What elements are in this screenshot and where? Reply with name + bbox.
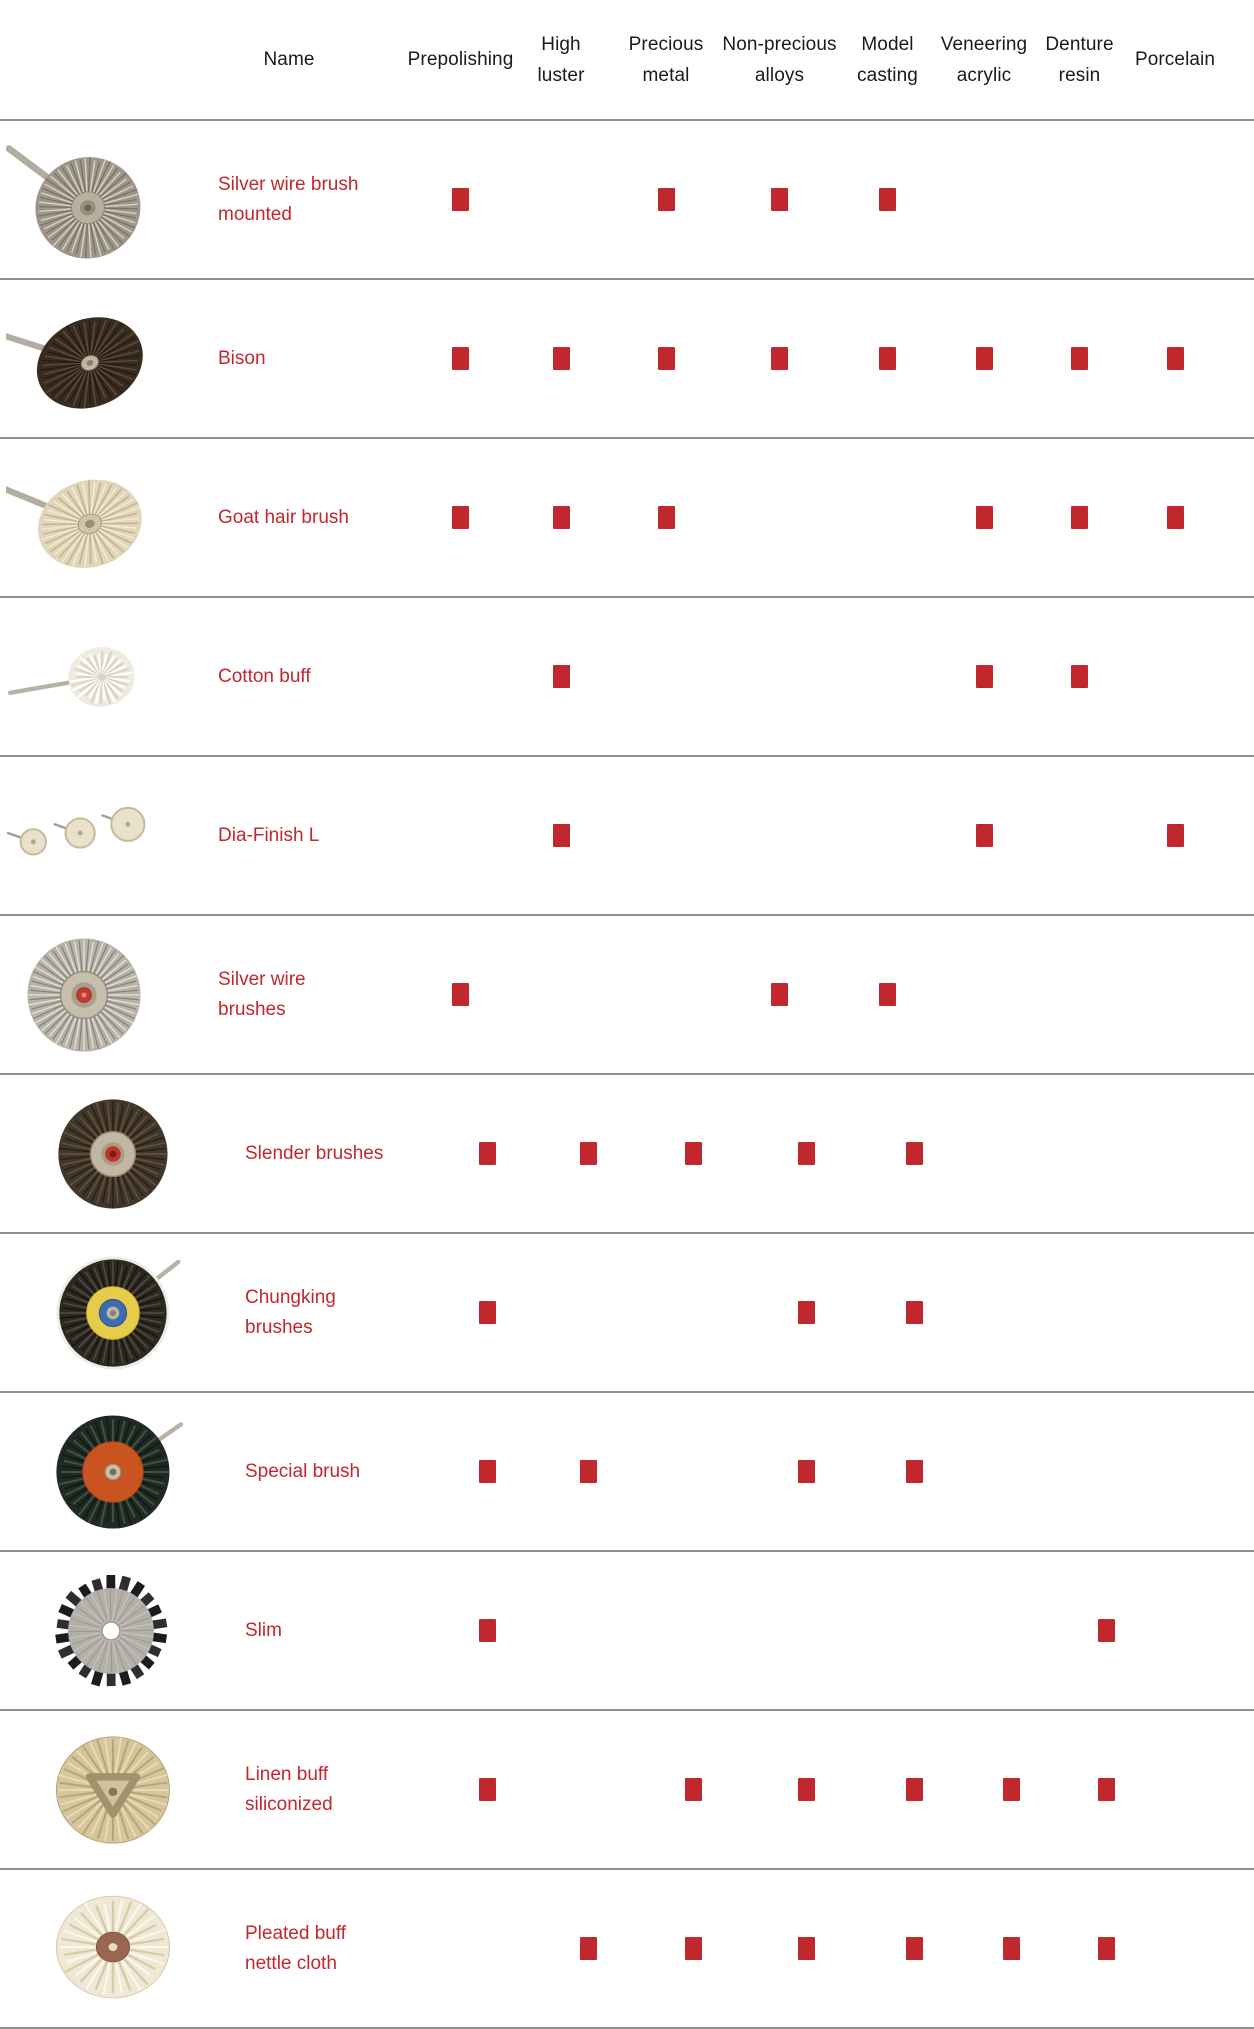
- application-marker-icon: [553, 506, 570, 529]
- application-cell-porcelain: [1155, 1711, 1249, 1868]
- product-name-line: Linen buff: [245, 1763, 329, 1785]
- linen-buff-siliconized-photo: [33, 1712, 189, 1868]
- application-cell-precious_metal: [611, 121, 721, 278]
- application-marker-icon: [452, 983, 469, 1006]
- product-name-line: Slim: [245, 1619, 282, 1641]
- application-cell-veneering_acrylic: [937, 916, 1031, 1073]
- table-row: [0, 1711, 1254, 1870]
- application-cell-denture_resin: [1058, 1075, 1155, 1232]
- product-image-cell: [0, 916, 168, 1073]
- application-marker-icon: [976, 665, 993, 688]
- application-cell-prepolishing: [410, 757, 511, 914]
- product-name: [195, 1283, 437, 1343]
- pleated-buff-nettle-cloth-photo: [33, 1871, 189, 2027]
- product-image-cell: [27, 1393, 195, 1550]
- application-marker-icon: [1071, 347, 1088, 370]
- column-header-name: [263, 44, 314, 75]
- application-cell-veneering_acrylic: [937, 280, 1031, 437]
- product-name-line: Slender brushes: [245, 1142, 384, 1164]
- product-name: [195, 1760, 437, 1820]
- product-name: [168, 965, 410, 1025]
- chungking-brushes-photo: [33, 1235, 189, 1391]
- application-cell-high_luster: [511, 916, 611, 1073]
- application-cell-high_luster: [511, 439, 611, 596]
- application-cell-prepolishing: [437, 1393, 538, 1550]
- table-row-content: [27, 1870, 1254, 2027]
- product-image-cell: [27, 1552, 195, 1709]
- application-cell-prepolishing: [410, 121, 511, 278]
- application-cell-veneering_acrylic: [937, 757, 1031, 914]
- application-cell-high_luster: [511, 598, 611, 755]
- application-cell-prepolishing: [437, 1552, 538, 1709]
- slim-brush-photo: [33, 1553, 189, 1709]
- application-marker-icon: [658, 506, 675, 529]
- application-cell-high_luster: [538, 1711, 638, 1868]
- application-cell-denture_resin: [1031, 598, 1128, 755]
- column-header-line: resin: [1058, 64, 1101, 86]
- application-cell-denture_resin: [1058, 1234, 1155, 1391]
- column-header-line: Porcelain: [1134, 49, 1216, 70]
- product-name-line: Goat hair brush: [218, 506, 349, 528]
- application-cell-porcelain: [1155, 1393, 1249, 1550]
- table-row-content: [0, 916, 1254, 1073]
- table-row: [0, 439, 1254, 598]
- application-marker-icon: [580, 1142, 597, 1165]
- application-cell-prepolishing: [410, 598, 511, 755]
- application-marker-icon: [479, 1301, 496, 1324]
- table-row: [0, 1393, 1254, 1552]
- application-cell-veneering_acrylic: [937, 598, 1031, 755]
- column-header-line: Prepolishing: [407, 49, 514, 70]
- column-header-line: Veneering: [940, 33, 1028, 55]
- table-body: [0, 121, 1254, 2029]
- table-row-content: [0, 598, 1254, 755]
- column-header-precious_metal: [629, 29, 704, 91]
- product-name: [168, 503, 410, 533]
- application-cell-denture_resin: [1031, 439, 1128, 596]
- application-cell-precious_metal: [638, 1393, 748, 1550]
- application-cell-denture_resin: [1031, 280, 1128, 437]
- table-row: [0, 280, 1254, 439]
- application-cell-prepolishing: [437, 1711, 538, 1868]
- product-name: [168, 344, 410, 374]
- application-cell-prepolishing: [410, 280, 511, 437]
- application-cell-veneering_acrylic: [964, 1234, 1058, 1391]
- application-cell-model_casting: [838, 439, 937, 596]
- application-cell-prepolishing: [410, 439, 511, 596]
- application-marker-icon: [553, 665, 570, 688]
- application-cell-porcelain: [1155, 1234, 1249, 1391]
- application-marker-icon: [479, 1142, 496, 1165]
- product-name-line: brushes: [218, 998, 286, 1020]
- application-marker-icon: [798, 1778, 815, 1801]
- application-cell-non_precious_alloys: [748, 1393, 865, 1550]
- application-marker-icon: [906, 1301, 923, 1324]
- application-cell-non_precious_alloys: [721, 280, 838, 437]
- application-cell-model_casting: [865, 1870, 964, 2027]
- product-name: [168, 662, 410, 692]
- application-marker-icon: [976, 506, 993, 529]
- cotton-buff-photo: [6, 599, 162, 755]
- table-header: [0, 0, 1254, 121]
- application-cell-prepolishing: [410, 916, 511, 1073]
- product-image-cell: [27, 1234, 195, 1391]
- column-header-line: Model: [861, 33, 914, 55]
- application-cell-non_precious_alloys: [748, 1552, 865, 1709]
- column-header-line: metal: [642, 64, 690, 86]
- product-name-line: Dia-Finish L: [218, 824, 320, 846]
- application-marker-icon: [906, 1937, 923, 1960]
- application-marker-icon: [479, 1778, 496, 1801]
- product-name-line: Silver wire: [218, 968, 306, 990]
- application-cell-high_luster: [538, 1075, 638, 1232]
- application-marker-icon: [479, 1460, 496, 1483]
- application-marker-icon: [685, 1937, 702, 1960]
- application-cell-non_precious_alloys: [748, 1075, 865, 1232]
- application-cell-veneering_acrylic: [964, 1870, 1058, 2027]
- table-row-content: [0, 757, 1254, 914]
- application-cell-model_casting: [838, 757, 937, 914]
- application-cell-non_precious_alloys: [721, 757, 838, 914]
- product-name: [195, 1616, 437, 1646]
- application-cell-model_casting: [865, 1711, 964, 1868]
- application-cell-model_casting: [838, 916, 937, 1073]
- application-marker-icon: [1167, 824, 1184, 847]
- product-name-line: Chungking: [245, 1286, 336, 1308]
- application-cell-non_precious_alloys: [721, 439, 838, 596]
- application-marker-icon: [1003, 1937, 1020, 1960]
- column-header-line: acrylic: [956, 64, 1012, 86]
- column-header-line: Denture: [1045, 33, 1114, 55]
- application-marker-icon: [879, 188, 896, 211]
- application-cell-precious_metal: [611, 439, 721, 596]
- application-marker-icon: [798, 1937, 815, 1960]
- application-marker-icon: [906, 1778, 923, 1801]
- application-cell-model_casting: [838, 280, 937, 437]
- application-marker-icon: [976, 824, 993, 847]
- application-marker-icon: [798, 1460, 815, 1483]
- table-row: [0, 1870, 1254, 2029]
- application-marker-icon: [658, 347, 675, 370]
- application-cell-high_luster: [538, 1393, 638, 1550]
- application-cell-non_precious_alloys: [748, 1234, 865, 1391]
- application-marker-icon: [771, 188, 788, 211]
- application-marker-icon: [798, 1301, 815, 1324]
- table-row-content: [27, 1393, 1254, 1550]
- application-cell-non_precious_alloys: [721, 598, 838, 755]
- application-cell-porcelain: [1155, 1552, 1249, 1709]
- product-name-line: mounted: [218, 203, 292, 225]
- application-marker-icon: [771, 983, 788, 1006]
- application-marker-icon: [553, 347, 570, 370]
- bison-brush-photo: [6, 281, 162, 437]
- application-cell-porcelain: [1128, 757, 1222, 914]
- application-cell-prepolishing: [437, 1870, 538, 2027]
- application-marker-icon: [658, 188, 675, 211]
- application-cell-model_casting: [865, 1552, 964, 1709]
- application-cell-non_precious_alloys: [748, 1870, 865, 2027]
- application-cell-porcelain: [1155, 1870, 1249, 2027]
- application-marker-icon: [879, 983, 896, 1006]
- application-cell-denture_resin: [1058, 1393, 1155, 1550]
- column-header-line: High: [541, 33, 581, 55]
- application-cell-precious_metal: [611, 280, 721, 437]
- table-row: [0, 1075, 1254, 1234]
- product-image-cell: [0, 121, 168, 278]
- application-marker-icon: [452, 506, 469, 529]
- product-name: [168, 170, 410, 230]
- application-cell-porcelain: [1128, 598, 1222, 755]
- application-cell-high_luster: [511, 121, 611, 278]
- application-cell-model_casting: [838, 598, 937, 755]
- product-name-line: Cotton buff: [218, 665, 311, 687]
- application-marker-icon: [685, 1778, 702, 1801]
- application-cell-porcelain: [1155, 1075, 1249, 1232]
- column-header-denture_resin: [1045, 29, 1113, 91]
- product-image-cell: [0, 280, 168, 437]
- application-marker-icon: [771, 347, 788, 370]
- application-cell-precious_metal: [638, 1075, 748, 1232]
- application-cell-veneering_acrylic: [964, 1711, 1058, 1868]
- column-header-line: Name: [263, 49, 315, 70]
- table-row-content: [27, 1552, 1254, 1709]
- product-name-line: nettle cloth: [245, 1952, 337, 1974]
- column-header-model_casting: [857, 29, 918, 91]
- column-header-veneering_acrylic: [941, 29, 1027, 91]
- product-image-cell: [27, 1711, 195, 1868]
- silver-wire-brushes-photo: [6, 917, 162, 1073]
- table-row-content: [27, 1711, 1254, 1868]
- product-name-line: siliconized: [245, 1793, 333, 1815]
- application-cell-denture_resin: [1031, 121, 1128, 278]
- table-row: [0, 757, 1254, 916]
- application-cell-high_luster: [538, 1234, 638, 1391]
- application-marker-icon: [798, 1142, 815, 1165]
- column-header-porcelain: [1135, 44, 1215, 75]
- product-name: [195, 1919, 437, 1979]
- application-cell-denture_resin: [1058, 1552, 1155, 1709]
- application-cell-high_luster: [538, 1552, 638, 1709]
- application-cell-precious_metal: [638, 1870, 748, 2027]
- application-marker-icon: [1071, 665, 1088, 688]
- application-cell-prepolishing: [437, 1234, 538, 1391]
- column-header-line: luster: [537, 64, 585, 86]
- application-marker-icon: [1167, 506, 1184, 529]
- product-name-line: Special brush: [245, 1460, 361, 1482]
- product-name-line: Silver wire brush: [218, 173, 359, 195]
- application-marker-icon: [452, 188, 469, 211]
- application-marker-icon: [906, 1460, 923, 1483]
- application-marker-icon: [1098, 1778, 1115, 1801]
- column-header-line: alloys: [754, 64, 805, 86]
- application-marker-icon: [906, 1142, 923, 1165]
- application-cell-veneering_acrylic: [964, 1393, 1058, 1550]
- application-marker-icon: [580, 1460, 597, 1483]
- product-image-cell: [27, 1075, 195, 1232]
- column-header-line: casting: [857, 64, 918, 86]
- application-marker-icon: [1098, 1619, 1115, 1642]
- application-cell-precious_metal: [638, 1234, 748, 1391]
- column-header-line: Precious: [628, 33, 704, 55]
- application-cell-denture_resin: [1058, 1870, 1155, 2027]
- application-cell-precious_metal: [638, 1711, 748, 1868]
- table-row: [0, 1234, 1254, 1393]
- table-row: [0, 916, 1254, 1075]
- application-cell-non_precious_alloys: [721, 121, 838, 278]
- product-name-line: brushes: [245, 1316, 313, 1338]
- product-name-line: Bison: [218, 347, 266, 369]
- application-marker-icon: [1098, 1937, 1115, 1960]
- application-cell-denture_resin: [1031, 757, 1128, 914]
- application-marker-icon: [452, 347, 469, 370]
- column-header-non_precious_alloys: [722, 29, 836, 91]
- product-name: [195, 1139, 437, 1169]
- application-cell-non_precious_alloys: [748, 1711, 865, 1868]
- dia-finish-l-photo: [6, 758, 162, 914]
- column-header-line: Non-precious: [722, 33, 837, 55]
- application-cell-non_precious_alloys: [721, 916, 838, 1073]
- application-cell-model_casting: [865, 1234, 964, 1391]
- application-cell-veneering_acrylic: [964, 1075, 1058, 1232]
- product-name: [168, 821, 410, 851]
- application-marker-icon: [1003, 1778, 1020, 1801]
- application-marker-icon: [1071, 506, 1088, 529]
- application-cell-denture_resin: [1058, 1711, 1155, 1868]
- application-cell-veneering_acrylic: [937, 439, 1031, 596]
- application-cell-porcelain: [1128, 280, 1222, 437]
- table-row-content: [27, 1075, 1254, 1232]
- application-cell-model_casting: [838, 121, 937, 278]
- table-row-content: [0, 280, 1254, 437]
- application-cell-precious_metal: [638, 1552, 748, 1709]
- application-cell-denture_resin: [1031, 916, 1128, 1073]
- special-brush-photo: [33, 1394, 189, 1550]
- application-cell-veneering_acrylic: [964, 1552, 1058, 1709]
- product-image-cell: [0, 757, 168, 914]
- table-row: [0, 598, 1254, 757]
- application-cell-precious_metal: [611, 598, 721, 755]
- application-marker-icon: [976, 347, 993, 370]
- application-cell-high_luster: [538, 1870, 638, 2027]
- application-cell-prepolishing: [437, 1075, 538, 1232]
- application-cell-precious_metal: [611, 757, 721, 914]
- table-row-content: [27, 1234, 1254, 1391]
- table-row-content: [0, 439, 1254, 596]
- application-marker-icon: [479, 1619, 496, 1642]
- product-name-line: Pleated buff: [245, 1922, 347, 1944]
- table-row: [0, 1552, 1254, 1711]
- application-cell-high_luster: [511, 757, 611, 914]
- product-image-cell: [27, 1870, 195, 2027]
- slender-brushes-photo: [33, 1076, 189, 1232]
- table-row-content: [0, 121, 1254, 278]
- application-cell-model_casting: [865, 1075, 964, 1232]
- application-marker-icon: [580, 1937, 597, 1960]
- application-marker-icon: [685, 1142, 702, 1165]
- product-image-cell: [0, 439, 168, 596]
- application-marker-icon: [553, 824, 570, 847]
- application-cell-precious_metal: [611, 916, 721, 1073]
- table-row: [0, 121, 1254, 280]
- product-name: [195, 1457, 437, 1487]
- application-cell-porcelain: [1128, 916, 1222, 1073]
- goat-hair-brush-photo: [6, 440, 162, 596]
- application-cell-model_casting: [865, 1393, 964, 1550]
- product-image-cell: [0, 598, 168, 755]
- application-cell-veneering_acrylic: [937, 121, 1031, 278]
- application-cell-porcelain: [1128, 121, 1222, 278]
- application-cell-high_luster: [511, 280, 611, 437]
- column-header-high_luster: [537, 29, 584, 91]
- silver-wire-brush-mounted-photo: [6, 122, 162, 278]
- application-marker-icon: [1167, 347, 1184, 370]
- column-header-prepolishing: [408, 44, 514, 75]
- application-marker-icon: [879, 347, 896, 370]
- application-cell-porcelain: [1128, 439, 1222, 596]
